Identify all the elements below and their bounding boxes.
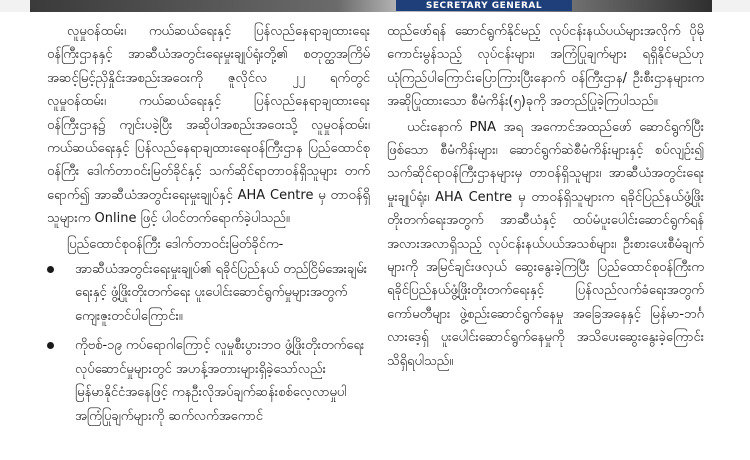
bullet-item (47, 258, 370, 328)
article-paragraph: ယင်းနောက် PNA အရ အကောင်အထည်ဖော် ဆောင်ရွက်ပြီးဖြစ်သော စီမံကိန်းများ၊ ဆောင်ရွက်ဆဲစီမံကိန်းများနှင့် စပ်လျဉ်း၍ သက်ဆိုင်ရာဝန်ကြီးဌာနများမှ တာဝန်ရှိသူများ၊ အာဆီယံအတွင်းရေးမှုးချုပ်ရုံး၊ AHA Centre မှ တာဝန်ရှိသူများက ရခိုင်ပြည်နယ်ဖွံ့ဖြိုးတိုးတက်ရေးအတွက် အာဆီယံနှင့် ထပ်မံပူးပေါင်းဆောင်ရွက်ရန် အလားအလာရှိသည့် လုပ်ငန်းနယ်ပယ်အသစ်များ၊ ဦးစားပေးစီမံချက်များကို အမြင်ချင်းဖလှယ် ဆွေးနွေးခဲ့ကြပြီး ပြည်ထောင်စုဝန်ကြီးက ရခိုင်ပြည်နယ်ဖွံ့ဖြိုးတိုးတက်ရေးနှင့် ပြန်လည်လက်ခံရေးအတွက် ကော်မတီများ ဖွဲ့စည်းဆောင်ရွက်နေမှု အခြေအနေနှင့် မြန်မာ-ဘင်္ဂလားဒေ့ရှ် ပူးပေါင်းဆောင်ရွက်နေမှုကို အသိပေးဆွေးနွေးခဲ့ကြောင်း သိရှိရပါသည်။ (387, 119, 704, 369)
article-paragraph: လူမှုဝန်ထမ်း၊ ကယ်ဆယ်ရေးနှင့် ပြန်လည်နေရာချထားရေးဝန်ကြီးဌာနနှင့် အာဆီယံအတွင်းရေးမှုးချုပ်ရုံးတို့၏ စတုတ္ထအကြိမ် အဆင့်မြင့်ညှိနှိုင်းအစည်းအဝေးကို ဇူလိုင်လ ၂၂ ရက်တွင် လူမှုဝန်ထမ်း၊ ကယ်ဆယ်ရေးနှင့် ပြန်လည်နေရာချထားရေးဝန်ကြီးဌာန၌ ကျင်းပခဲ့ပြီး အဆိုပါအစည်းအဝေးသို့ လူမှုဝန်ထမ်း၊ ကယ်ဆယ်ရေးနှင့် ပြန်လည်နေရာချထားရေးဝန်ကြီးဌာန ပြည်ထောင်စုဝန်ကြီး ဒေါက်တာဝင်းမြတ်ခိုင်နှင့် သက်ဆိုင်ရာတာဝန်ရှိသူများ တက်ရောက်၍ အာဆီယံအတွင်းရေးမှုးချုပ်နှင့် AHA Centre မှ တာဝန်ရှိသူများက Online ဖြင့် ပါဝင်တက်ရောက်ခဲ့ပါသည်။ (47, 24, 370, 227)
photo-area (0, 0, 750, 12)
bullet-icon (47, 266, 54, 273)
article-paragraph: ပြည်ထောင်စုဝန်ကြီး ဒေါက်တာဝင်းမြတ်ခိုင်က- (67, 236, 284, 252)
article-paragraph: ထည်ဖော်ရန် ဆောင်ရွက်နိုင်မည့် လုပ်ငန်းနယ်ပယ်များအလိုက် ပိုမိုကောင်းမွန်သည့် လုပ်ငန်းများ၊ အကြံပြုချက်များ ရရှိနိုင်မည်ဟု ယုံကြည်ပါကြောင်းပြောကြားပြီးနောက် ဝန်ကြီးဌာန/ ဦးစီးဌာနများက အဆိုပြုထားသော စီမံကိန်း(၅)ခုကို အတည်ပြုခဲ့ကြပါသည်။ (387, 24, 704, 110)
article-left-column (47, 20, 370, 428)
meeting-photo (30, 0, 712, 12)
bullet-icon (47, 342, 54, 349)
bullet-text: အာဆီယံအတွင်းရေးမှုးချုပ်၏ ရခိုင်ပြည်နယ် တည်ငြိမ်အေးချမ်းရေးနှင့် ဖွံ့ဖြိုးတိုးတက်ရေး ပူးပေါင်းဆောင်ရွက်မှုများအတွက် ကျေးဇူးတင်ပါကြောင်း။ (75, 262, 368, 324)
article-right-column (387, 20, 704, 373)
nameplate-sign: SECRETARY GENERAL (396, 0, 572, 11)
bullet-text: ကိုဗစ်-၁၉ ကပ်ရောဂါကြောင့် လူမှုစီးပွားဘဝ ဖွံ့ဖြိုးတိုးတက်ရေးလုပ်ဆောင်မှုများတွင် အဟန့်အတားများရှိခဲ့သော်လည်း မြန်မာနိုင်ငံအနေဖြင့် ကနဦးလိုအပ်ချက်ဆန်းစစ်လေ့လာမှုပါ အကြံပြုချက်များကို ဆက်လက်အကောင် (75, 338, 365, 424)
bullet-list (47, 258, 370, 428)
bullet-item (47, 334, 370, 428)
